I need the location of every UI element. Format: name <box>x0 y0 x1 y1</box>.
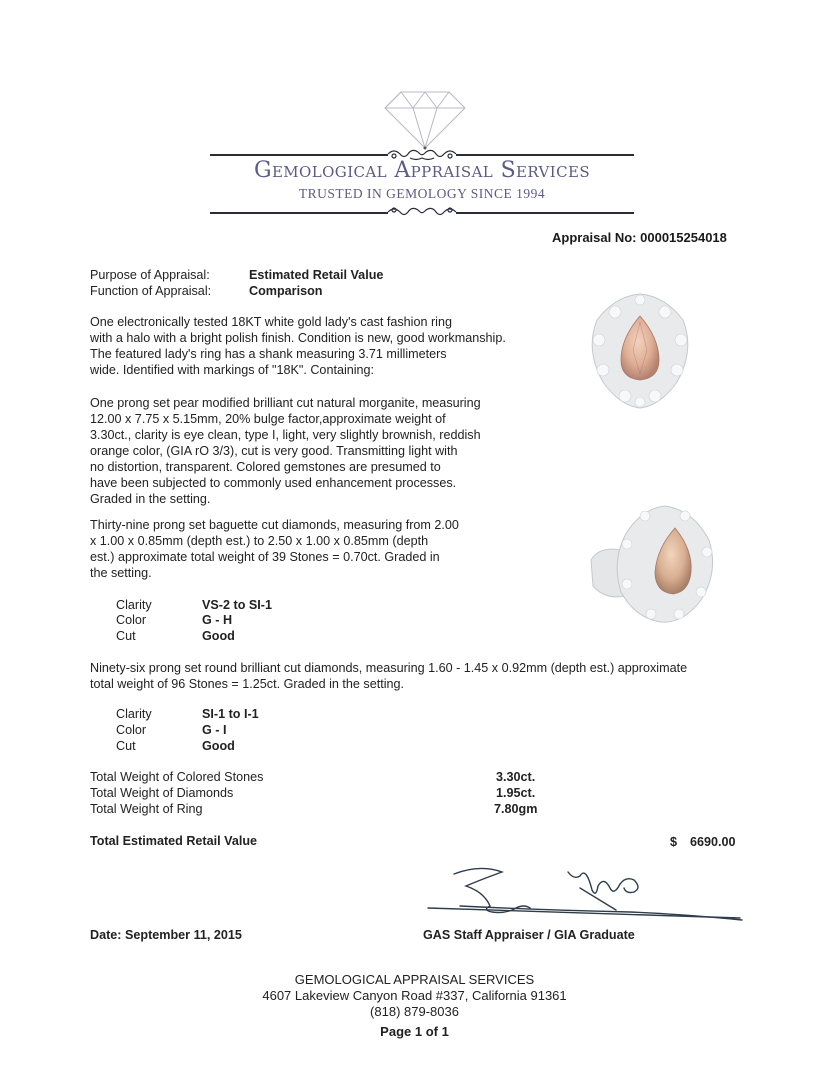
total-ring-weight-label: Total Weight of Ring <box>90 802 203 816</box>
footer-phone: (818) 879-8036 <box>370 1004 459 1019</box>
total-colored-stones-label: Total Weight of Colored Stones <box>90 770 264 784</box>
brand-name: Gemological Appraisal Services <box>253 158 591 183</box>
total-diamonds-label: Total Weight of Diamonds <box>90 786 234 800</box>
appraiser-title: GAS Staff Appraiser / GIA Graduate <box>423 928 635 942</box>
purpose-value: Estimated Retail Value <box>249 268 384 282</box>
round-color-label: Color <box>116 723 147 737</box>
morganite-line: 12.00 x 7.75 x 5.15mm, 20% bulge factor,approximate weight of <box>90 412 446 426</box>
baguette-color-label: Color <box>116 613 147 627</box>
round-cut-label: Cut <box>116 739 136 753</box>
scroll-ornament-icon <box>386 204 458 220</box>
round-clarity-label: Clarity <box>116 707 152 721</box>
baguette-clarity-label: Clarity <box>116 598 152 612</box>
ring-angle-view-image <box>585 500 725 630</box>
baguette-line: est.) approximate total weight of 39 Stones = 0.70ct. Graded in <box>90 550 440 564</box>
ring-description-line: One electronically tested 18KT white gold lady's cast fashion ring <box>90 315 452 329</box>
morganite-line: 3.30ct., clarity is eye clean, type I, light, very slightly brownish, reddish <box>90 428 481 442</box>
function-label: Function of Appraisal: <box>90 284 212 298</box>
footer-company: GEMOLOGICAL APPRAISAL SERVICES <box>294 972 535 987</box>
purpose-label: Purpose of Appraisal: <box>90 268 210 282</box>
baguette-clarity-value: VS-2 to SI-1 <box>202 598 272 612</box>
morganite-line: have been subjected to commonly used enhancement processes. <box>90 476 457 490</box>
baguette-cut-label: Cut <box>116 629 136 643</box>
round-clarity-value: SI-1 to I-1 <box>202 707 259 721</box>
total-colored-stones-value: 3.30ct. <box>496 770 536 784</box>
ring-description-line: wide. Identified with markings of "18K". Containing: <box>90 363 375 377</box>
baguette-color-value: G - H <box>202 613 233 627</box>
round-description <box>90 660 687 692</box>
baguette-description <box>90 517 560 581</box>
morganite-line: no distortion, transparent. Colored gemstones are presumed to <box>90 460 441 474</box>
baguette-line: the setting. <box>90 566 152 580</box>
round-line: Ninety-six prong set round brilliant cut diamonds, measuring 1.60 - 1.45 x 0.92mm (depth est.) approximate <box>90 661 688 675</box>
appraisal-number: Appraisal No: 000015254018 <box>552 230 727 245</box>
brand-tagline: TRUSTED IN GEMOLOGY SINCE 1994 <box>298 186 546 201</box>
morganite-line: orange color, (GIA rO 3/3), cut is very good. Transmitting light with <box>90 444 458 458</box>
total-ring-weight-value: 7.80gm <box>494 802 538 816</box>
round-cut-value: Good <box>202 739 235 753</box>
baguette-cut-value: Good <box>202 629 235 643</box>
signature-scribble <box>420 862 750 924</box>
retail-value: 6690.00 <box>690 835 736 849</box>
header-rule-bottom-left <box>210 212 388 214</box>
diamond-icon <box>383 88 467 150</box>
morganite-description <box>90 395 560 507</box>
round-line: total weight of 96 Stones = 1.25ct. Graded in the setting. <box>90 677 404 691</box>
ring-top-view-image <box>585 290 695 410</box>
header-rule-top-left <box>210 154 388 156</box>
header-rule-bottom-right <box>456 212 634 214</box>
page-indicator: Page 1 of 1 <box>380 1024 449 1039</box>
footer-address: 4607 Lakeview Canyon Road #337, California 91361 <box>262 988 567 1003</box>
round-color-value: G - I <box>202 723 227 737</box>
currency-symbol: $ <box>670 835 678 849</box>
ring-description-line: The featured lady's ring has a shank measuring 3.71 millimeters <box>90 347 447 361</box>
morganite-line: Graded in the setting. <box>90 492 211 506</box>
function-value: Comparison <box>249 284 323 298</box>
morganite-line: One prong set pear modified brilliant cut natural morganite, measuring <box>90 396 481 410</box>
baguette-line: Thirty-nine prong set baguette cut diamonds, measuring from 2.00 <box>90 518 459 532</box>
baguette-line: x 1.00 x 0.85mm (depth est.) to 2.50 x 1.00 x 0.85mm (depth <box>90 534 429 548</box>
header-rule-top-right <box>456 154 634 156</box>
total-diamonds-value: 1.95ct. <box>496 786 536 800</box>
ring-description <box>90 314 560 378</box>
retail-value-label: Total Estimated Retail Value <box>90 834 258 848</box>
ring-description-line: with a halo with a bright polish finish. Condition is new, good workmanship. <box>90 331 506 345</box>
appraisal-date: Date: September 11, 2015 <box>90 928 242 942</box>
